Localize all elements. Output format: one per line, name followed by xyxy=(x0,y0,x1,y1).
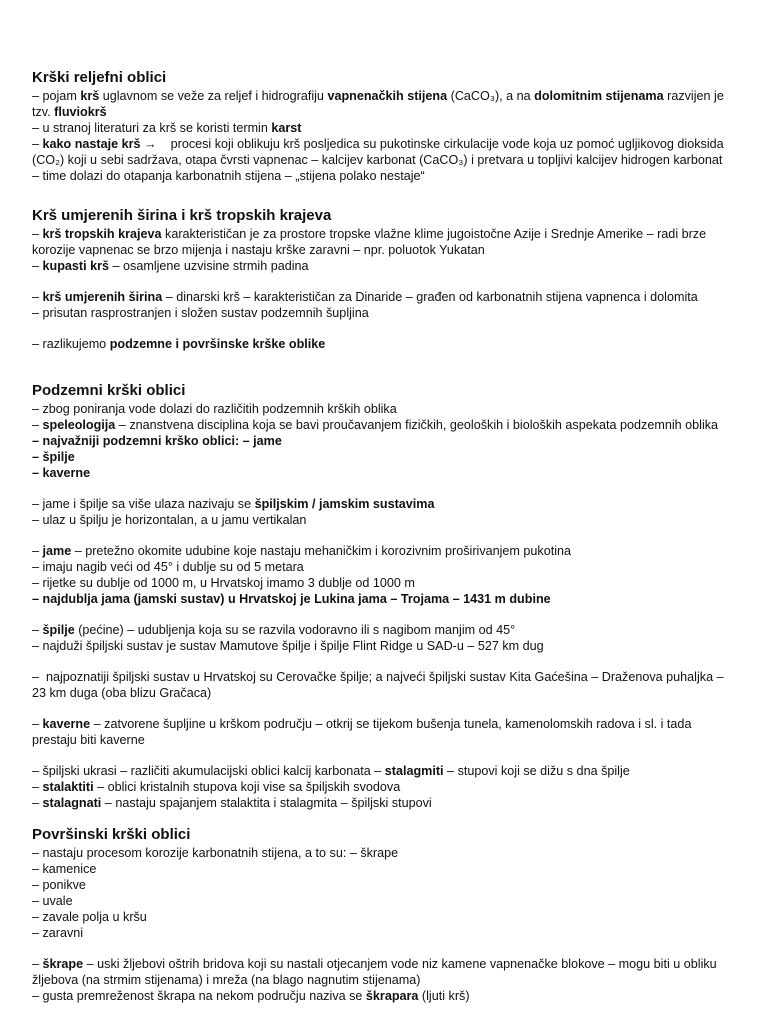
text-line: – jame i špilje sa više ulaza nazivaju se špiljskim / jamskim sustavima xyxy=(32,497,435,511)
text-line: – škrape – uski žljebovi oštrih bridova koji su nastali otjecanjem vode niz kamene vapnenačke blokove – mogu biti u obliku žljebova (na strmim stijenama) i mreža (na blago nagnutim stijenama) xyxy=(32,957,717,987)
text-line: – kupasti krš – osamljene uzvisine strmih padina xyxy=(32,259,309,273)
text-line: – zaravni xyxy=(32,926,84,940)
text-line: – jame – pretežno okomite udubine koje nastaju mehaničkim i korozivnim proširivanjem pukotina xyxy=(32,544,572,558)
text-line: – prisutan rasprostranjen i složen sustav podzemnih šupljina xyxy=(32,306,369,320)
text-line: – time dolazi do otapanja karbonatnih stijena – „stijena polako nestaje“ xyxy=(32,169,425,183)
text-line: – kamenice xyxy=(32,862,97,876)
section-krs-umjerenih-i-tropskih xyxy=(32,206,736,352)
text-line: – u stranoj literaturi za krš se koristi termin karst xyxy=(32,121,302,135)
section-krski-reljefni-oblici xyxy=(32,68,736,184)
section-heading: Površinski krški oblici xyxy=(32,826,191,843)
text-line: – nastaju procesom korozije karbonatnih stijena, a to su: – škrape xyxy=(32,846,399,860)
text-line: – najpoznatiji špiljski sustav u Hrvatskoj su Cerovačke špilje; a najveći špiljski sustav Kita Gaćešina – Draženova puhaljka – 23 km duga (oba blizu Gračaca) xyxy=(32,670,724,700)
text-line: – kako nastaje krš → procesi koji oblikuju krš posljedica su pukotinske cirkulacije vode koja uz pomoć ugljikovog dioksida (CO₂) koji u sebi sadržava, otapa čvrsti vapnenac – kalcijev karbonat (CaCO₃) i pretvara u topljivi kalcijev hidrogen karbonat xyxy=(32,137,724,167)
text-line: – stalaktiti – oblici kristalnih stupova koji vise sa špiljskih svodova xyxy=(32,780,401,794)
section-heading: Krški reljefni oblici xyxy=(32,69,167,86)
text-line: – imaju nagib veći od 45° i dublje su od 5 metara xyxy=(32,560,304,574)
text-line: – zbog poniranja vode dolazi do različitih podzemnih krških oblika xyxy=(32,402,397,416)
text-line: – kaverne – zatvorene šupljine u krškom području – otkrij se tijekom bušenja tunela, kamenolomskih radova i sl. i tada prestaju biti kaverne xyxy=(32,717,692,747)
text-line: – ponikve xyxy=(32,878,86,892)
text-line: – zavale polja u kršu xyxy=(32,910,147,924)
text-line: – pojam krš uglavnom se veže za reljef i hidrografiju vapnenačkih stijena (CaCO₃), a na dolomitnim stijenama razvijen je tzv. fluviokrš xyxy=(32,89,724,119)
text-line: – rijetke su dublje od 1000 m, u Hrvatskoj imamo 3 dublje od 1000 m xyxy=(32,576,415,590)
text-line: – špilje xyxy=(32,450,75,464)
text-line: – kaverne xyxy=(32,466,91,480)
text-line: – krš umjerenih širina – dinarski krš – karakterističan za Dinaride – građen od karbonatnih stijena vapnenca i dolomita xyxy=(32,290,698,304)
text-line: – uvale xyxy=(32,894,73,908)
text-line: – špiljski ukrasi – različiti akumulacijski oblici kalcij karbonata – stalagmiti – stupovi koji se dižu s dna špilje xyxy=(32,764,630,778)
section-podzemni-krski-oblici xyxy=(32,381,736,811)
text-line: – gusta premreženost škrapa na nekom području naziva se škrapara (ljuti krš) xyxy=(32,989,470,1003)
text-line: – speleologija – znanstvena disciplina koja se bavi proučavanjem fizičkih, geoloških i bioloških aspekata podzemnih oblika xyxy=(32,418,719,432)
text-line: – špilje (pećine) – udubljenja koja su se razvila vodoravno ili s nagibom manjim od 45° xyxy=(32,623,516,637)
section-povrsinski-krski-oblici xyxy=(32,825,736,1004)
text-line: – ulaz u špilju je horizontalan, a u jamu vertikalan xyxy=(32,513,307,527)
section-heading: Podzemni krški oblici xyxy=(32,382,186,399)
text-line: – najduži špiljski sustav je sustav Mamutove špilje i špilje Flint Ridge u SAD-u – 527 km dug xyxy=(32,639,544,653)
text-line: – razlikujemo podzemne i površinske krške oblike xyxy=(32,337,326,351)
text-line: – krš tropskih krajeva karakterističan je za prostore tropske vlažne klime jugoistočne Azije i Srednje Amerike – radi brze korozije vapnenac se brzo mijenja i nastaju krške zaravni – npr. poluotok Yukatan xyxy=(32,227,707,257)
text-line: – stalagnati – nastaju spajanjem stalaktita i stalagmita – špiljski stupovi xyxy=(32,796,432,810)
section-heading: Krš umjerenih širina i krš tropskih krajeva xyxy=(32,207,332,224)
text-line: – najdublja jama (jamski sustav) u Hrvatskoj je Lukina jama – Trojama – 1431 m dubine xyxy=(32,592,551,606)
text-line: – najvažniji podzemni krško oblici: – jame xyxy=(32,434,282,448)
